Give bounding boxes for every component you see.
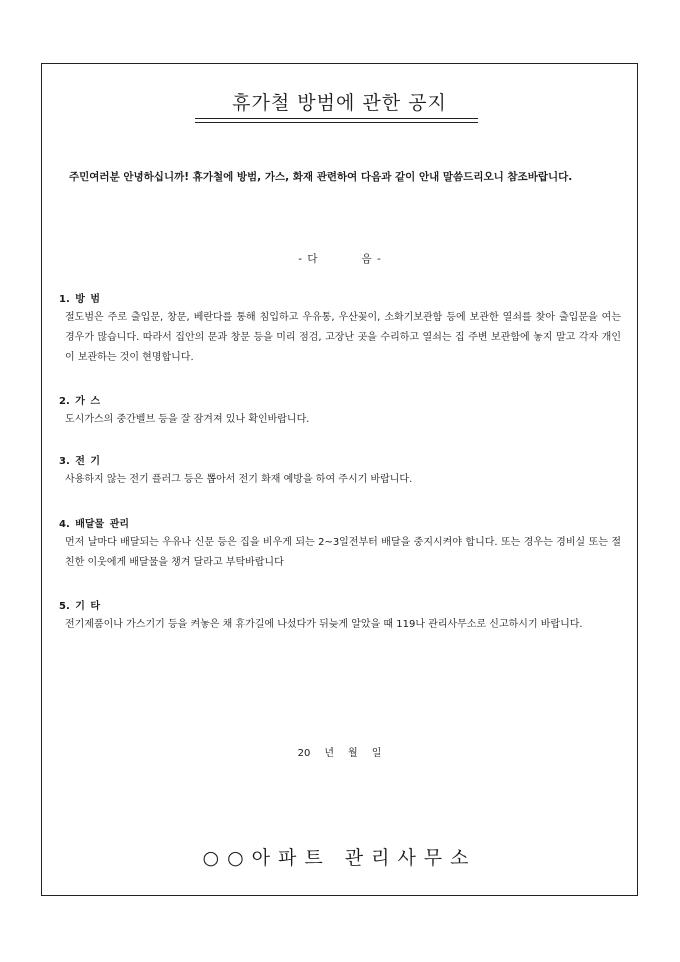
da-left: - 다 — [298, 253, 318, 265]
title-underline — [195, 118, 478, 119]
section-body: 전기제품이나 가스기기 등을 켜놓은 채 휴가길에 나섰다가 뒤늦게 알았을 때 119나 관리사무소로 신고하시기 바랍니다. — [65, 619, 583, 630]
date-day-unit: 일 — [371, 748, 382, 759]
da-right: 음 - — [361, 253, 381, 265]
section-heading: 4. 배달물 관리 — [59, 519, 130, 530]
intro-text: 주민여러분 안녕하십니까! 휴가철에 방범, 가스, 화재 관련하여 다음과 같이 안내 말씀드리오니 참조바랍니다. — [69, 171, 573, 183]
section-other — [59, 599, 621, 635]
section-heading: 5. 기 타 — [59, 601, 101, 612]
da-eum-heading — [42, 251, 637, 266]
date-year-unit: 년 — [324, 748, 335, 759]
section-heading: 2. 가 스 — [59, 396, 101, 407]
section-body: 도시가스의 중간벨브 등을 잘 잠겨져 있나 확인바랍니다. — [65, 414, 310, 425]
date-month-unit: 월 — [348, 748, 358, 759]
section-body: 사용하지 않는 전기 플러그 등은 뽑아서 전기 화재 예방을 하여 주시기 바랍니다. — [65, 474, 413, 485]
section-burglary — [59, 292, 621, 368]
date-year: 20 — [297, 748, 311, 759]
section-gas — [59, 394, 621, 430]
notice-title: 휴가철 방범에 관한 공지 — [232, 92, 447, 114]
section-body: 먼저 날마다 배달되는 우유나 신문 등은 집을 비우게 되는 2~3일전부터 배달을 중지시켜야 합니다. 또는 경우는 경비실 또는 절친한 이웃에게 배달물을 챙겨 달라고 부탁바랍니다 — [65, 537, 621, 568]
section-heading: 1. 방 범 — [59, 294, 101, 305]
date-line — [42, 744, 637, 759]
intro-paragraph — [59, 167, 621, 187]
title-underline-double — [195, 122, 478, 123]
notice-frame — [41, 63, 638, 896]
section-delivery — [59, 517, 621, 573]
section-heading: 3. 전 기 — [59, 456, 101, 467]
office-signature: ○○아파트 관리사무소 — [202, 847, 477, 869]
section-electricity — [59, 454, 621, 490]
section-body: 절도범은 주로 출입문, 창문, 베란다를 통해 침입하고 우유통, 우산꽂이, 소화기보관함 등에 보관한 열쇠를 찾아 출입문을 여는 경우가 많습니다. 따라서 집안의 문과 창문 등을 미리 점검, 고장난 곳을 수리하고 열쇠는 집 주변 보관함에 놓지 말고 각자 개인이 보관하는 것이 현명합니다. — [65, 312, 621, 363]
